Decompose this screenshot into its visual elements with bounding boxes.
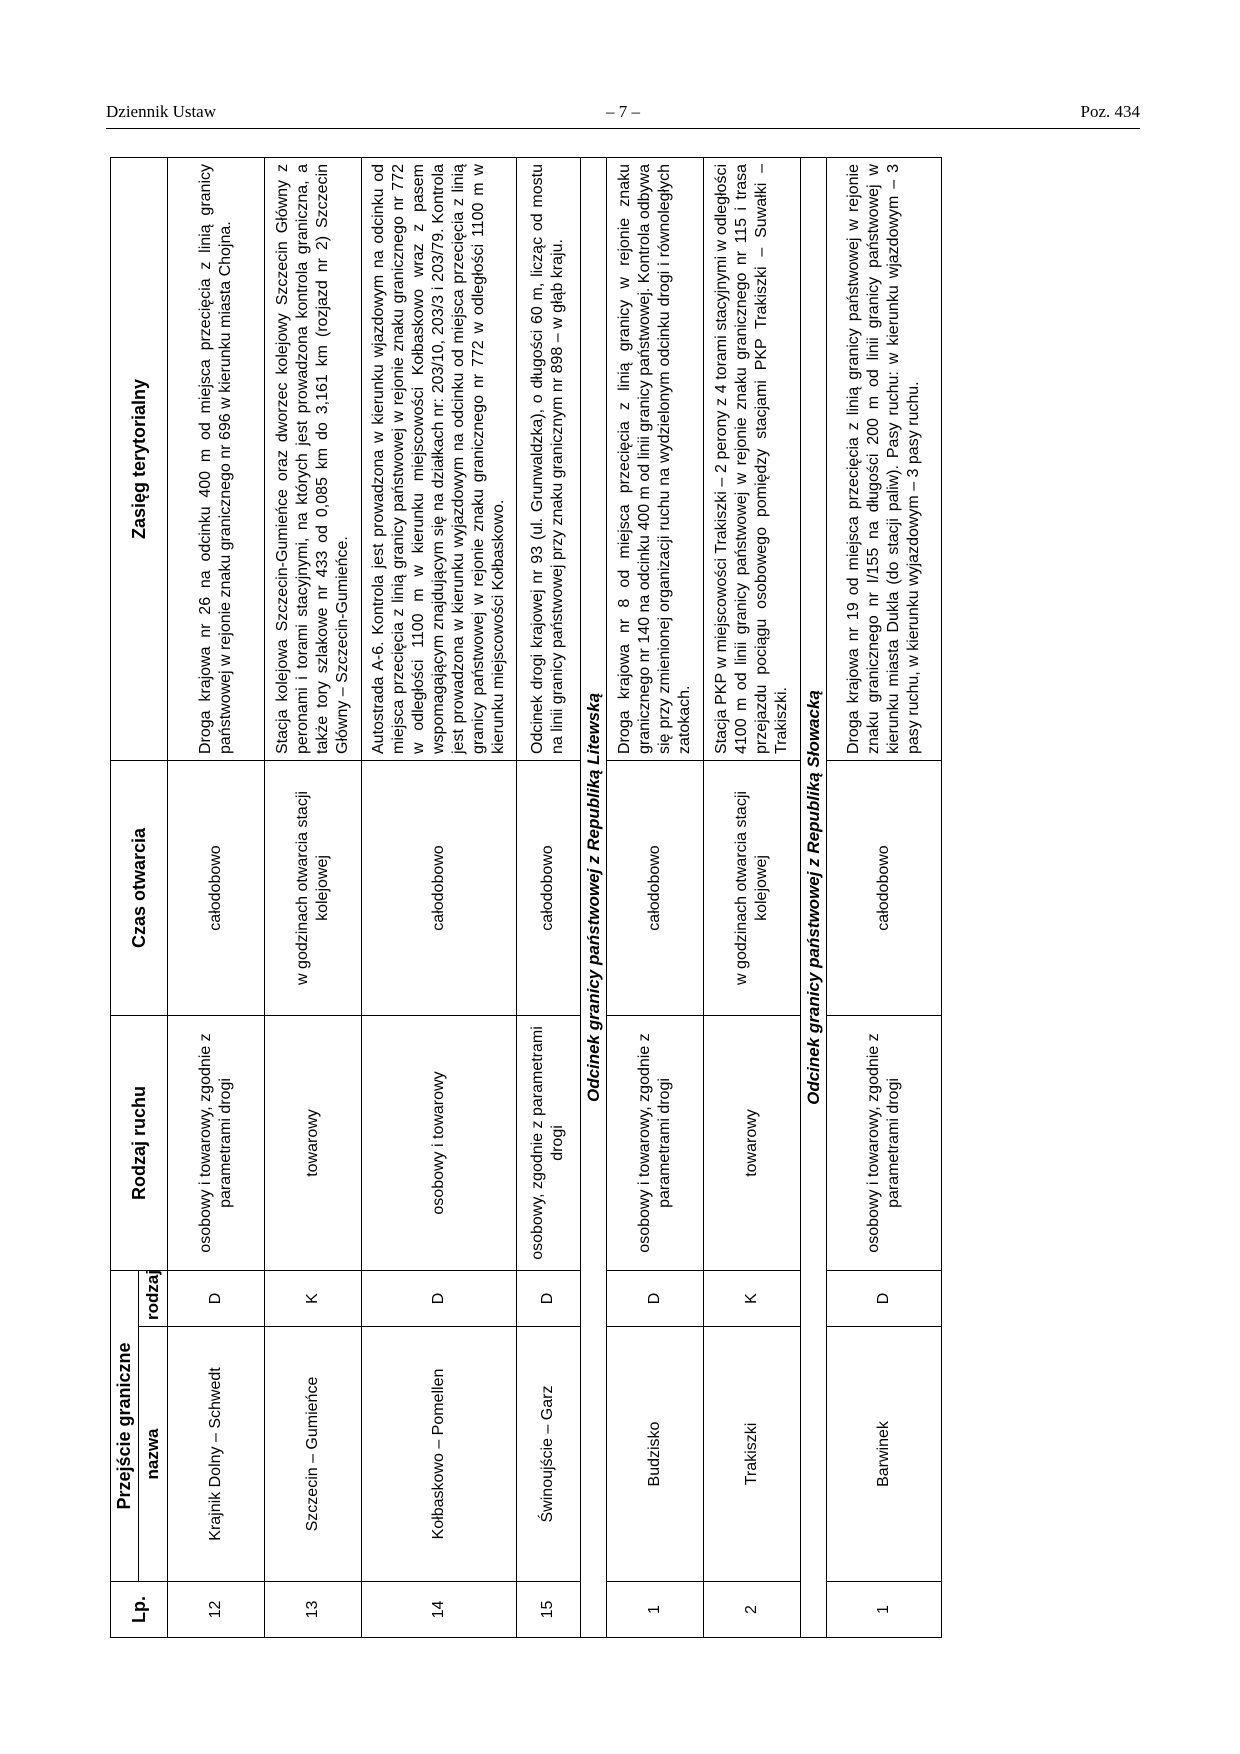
rotated-table-frame xyxy=(110,158,1240,1638)
col-header-nazwa: nazwa xyxy=(138,1327,167,1582)
cell-lp: 1 xyxy=(606,1582,703,1638)
col-header-przejscie: Przejście graniczne xyxy=(111,1271,139,1582)
cell-rodzaj: K xyxy=(264,1271,361,1327)
cell-zasieg: Autostrada A-6. Kontrola jest prowadzona w kierunku wjazdowym na odcinku od miejsca przecięcia z linią granicy państwowej w rejonie znaku granicznego nr 772 w odległości 1100 m w kierunku miejscowości Kołbaskowo wraz z pasem wspomagającym znajdującym się na działkach nr: 203/10, 203/3 i 203/79. Kontrola jest prowadzona w kierunku wyjazdowym na odcinku od miejsca przecięcia z linią granicy państwowej w rejonie znaku granicznego nr 772 w odległości 1100 m w kierunku miejscowości Kołbaskowo. xyxy=(361,158,516,761)
position-number: Poz. 434 xyxy=(1080,102,1140,121)
cell-zasieg: Stacja kolejowa Szczecin-Gumieńce oraz dworzec kolejowy Szczecin Główny z peronami i torami stacyjnymi, na których jest prowadzona kontrola graniczna, a także tory szlakowe nr 433 od 0,085 km do 3,161 km (rozjazd nr 2) Szczecin Główny – Szczecin-Gumieńce. xyxy=(264,158,361,761)
cell-rodzaj-ruchu: osobowy i towarowy, zgodnie z parametrami drogi xyxy=(167,1016,264,1271)
cell-lp: 12 xyxy=(167,1582,264,1638)
cell-nazwa: Budzisko xyxy=(606,1327,703,1582)
cell-czas: całodobowo xyxy=(827,761,942,1016)
cell-rodzaj-ruchu: osobowy i towarowy, zgodnie z parametrami drogi xyxy=(827,1016,942,1271)
border-crossings-table xyxy=(110,157,942,1638)
cell-rodzaj: K xyxy=(703,1271,800,1327)
section-row-slovakia xyxy=(800,158,826,1638)
journal-title: Dziennik Ustaw xyxy=(106,102,217,121)
section-title: Odcinek granicy państwowej z Republiką Słowacką xyxy=(800,158,826,1638)
col-header-lp: Lp. xyxy=(111,1582,168,1638)
cell-czas: całodobowo xyxy=(167,761,264,1016)
col-header-zasieg: Zasięg terytorialny xyxy=(111,158,168,761)
col-header-czas-otwarcia: Czas otwarcia xyxy=(111,761,168,1016)
cell-zasieg: Odcinek drogi krajowej nr 93 (ul. Grunwaldzka), o długości 60 m, licząc od mostu na linii granicy państwowej przy znaku granicznym nr 898 – w głąb kraju. xyxy=(516,158,580,761)
table-row xyxy=(606,158,703,1638)
cell-zasieg: Droga krajowa nr 19 od miejsca przecięcia z linią granicy państwowej w rejonie znaku granicznego nr I/155 na długości 200 m od linii granicy państwowej w kierunku miasta Dukla (do stacji paliw). Pasy ruchu: w kierunku wjazdowym – 3 pasy ruchu, w kierunku wyjazdowym – 3 pasy ruchu. xyxy=(827,158,942,761)
cell-rodzaj-ruchu: osobowy i towarowy xyxy=(361,1016,516,1271)
cell-lp: 13 xyxy=(264,1582,361,1638)
page-number: – 7 – xyxy=(606,102,640,121)
table-row xyxy=(167,158,264,1638)
cell-zasieg: Stacja PKP w miejscowości Trakiszki – 2 perony z 4 torami stacyjnymi w odległości 4100 m od linii granicy państwowej w rejonie znaku granicznego nr 115 i trasa przejazdu pociągu osobowego pomiędzy stacjami PKP Trakiszki – Suwałki – Trakiszki. xyxy=(703,158,800,761)
cell-rodzaj-ruchu: osobowy, zgodnie z parametrami drogi xyxy=(516,1016,580,1271)
cell-rodzaj: D xyxy=(361,1271,516,1327)
cell-rodzaj-ruchu: towarowy xyxy=(703,1016,800,1271)
running-header xyxy=(106,98,1140,129)
section-title: Odcinek granicy państwowej z Republiką Litewską xyxy=(580,158,606,1638)
cell-lp: 1 xyxy=(827,1582,942,1638)
cell-lp: 2 xyxy=(703,1582,800,1638)
cell-rodzaj: D xyxy=(516,1271,580,1327)
cell-czas: całodobowo xyxy=(516,761,580,1016)
cell-nazwa: Trakiszki xyxy=(703,1327,800,1582)
table-row xyxy=(264,158,361,1638)
cell-nazwa: Kołbaskowo – Pomellen xyxy=(361,1327,516,1582)
cell-rodzaj: D xyxy=(606,1271,703,1327)
cell-czas: w godzinach otwarcia stacji kolejowej xyxy=(264,761,361,1016)
table-row xyxy=(827,158,942,1638)
table-row xyxy=(516,158,580,1638)
cell-rodzaj-ruchu: towarowy xyxy=(264,1016,361,1271)
cell-nazwa: Świnoujście – Garz xyxy=(516,1327,580,1582)
table-row xyxy=(361,158,516,1638)
cell-czas: w godzinach otwarcia stacji kolejowej xyxy=(703,761,800,1016)
cell-zasieg: Droga krajowa nr 26 na odcinku 400 m od miejsca przecięcia z linią granicy państwowej w rejonie znaku granicznego nr 696 w kierunku miasta Chojna. xyxy=(167,158,264,761)
cell-zasieg: Droga krajowa nr 8 od miejsca przecięcia z linią granicy w rejonie znaku granicznego nr 140 na odcinku 400 m od linii granicy państwowej. Kontrola odbywa się przy zmienionej organizacji ruchu na wydzielonym odcinku drogi i równoległych zatokach. xyxy=(606,158,703,761)
cell-czas: całodobowo xyxy=(606,761,703,1016)
table-row xyxy=(703,158,800,1638)
cell-lp: 14 xyxy=(361,1582,516,1638)
cell-nazwa: Barwinek xyxy=(827,1327,942,1582)
cell-lp: 15 xyxy=(516,1582,580,1638)
cell-nazwa: Szczecin – Gumieńce xyxy=(264,1327,361,1582)
cell-czas: całodobowo xyxy=(361,761,516,1016)
cell-rodzaj: D xyxy=(827,1271,942,1327)
cell-rodzaj: D xyxy=(167,1271,264,1327)
cell-rodzaj-ruchu: osobowy i towarowy, zgodnie z parametrami drogi xyxy=(606,1016,703,1271)
section-row-lithuania xyxy=(580,158,606,1638)
col-header-rodzaj-ruchu: Rodzaj ruchu xyxy=(111,1016,168,1271)
col-header-rodzaj: rodzaj xyxy=(138,1271,167,1327)
cell-nazwa: Krajnik Dolny – Schwedt xyxy=(167,1327,264,1582)
